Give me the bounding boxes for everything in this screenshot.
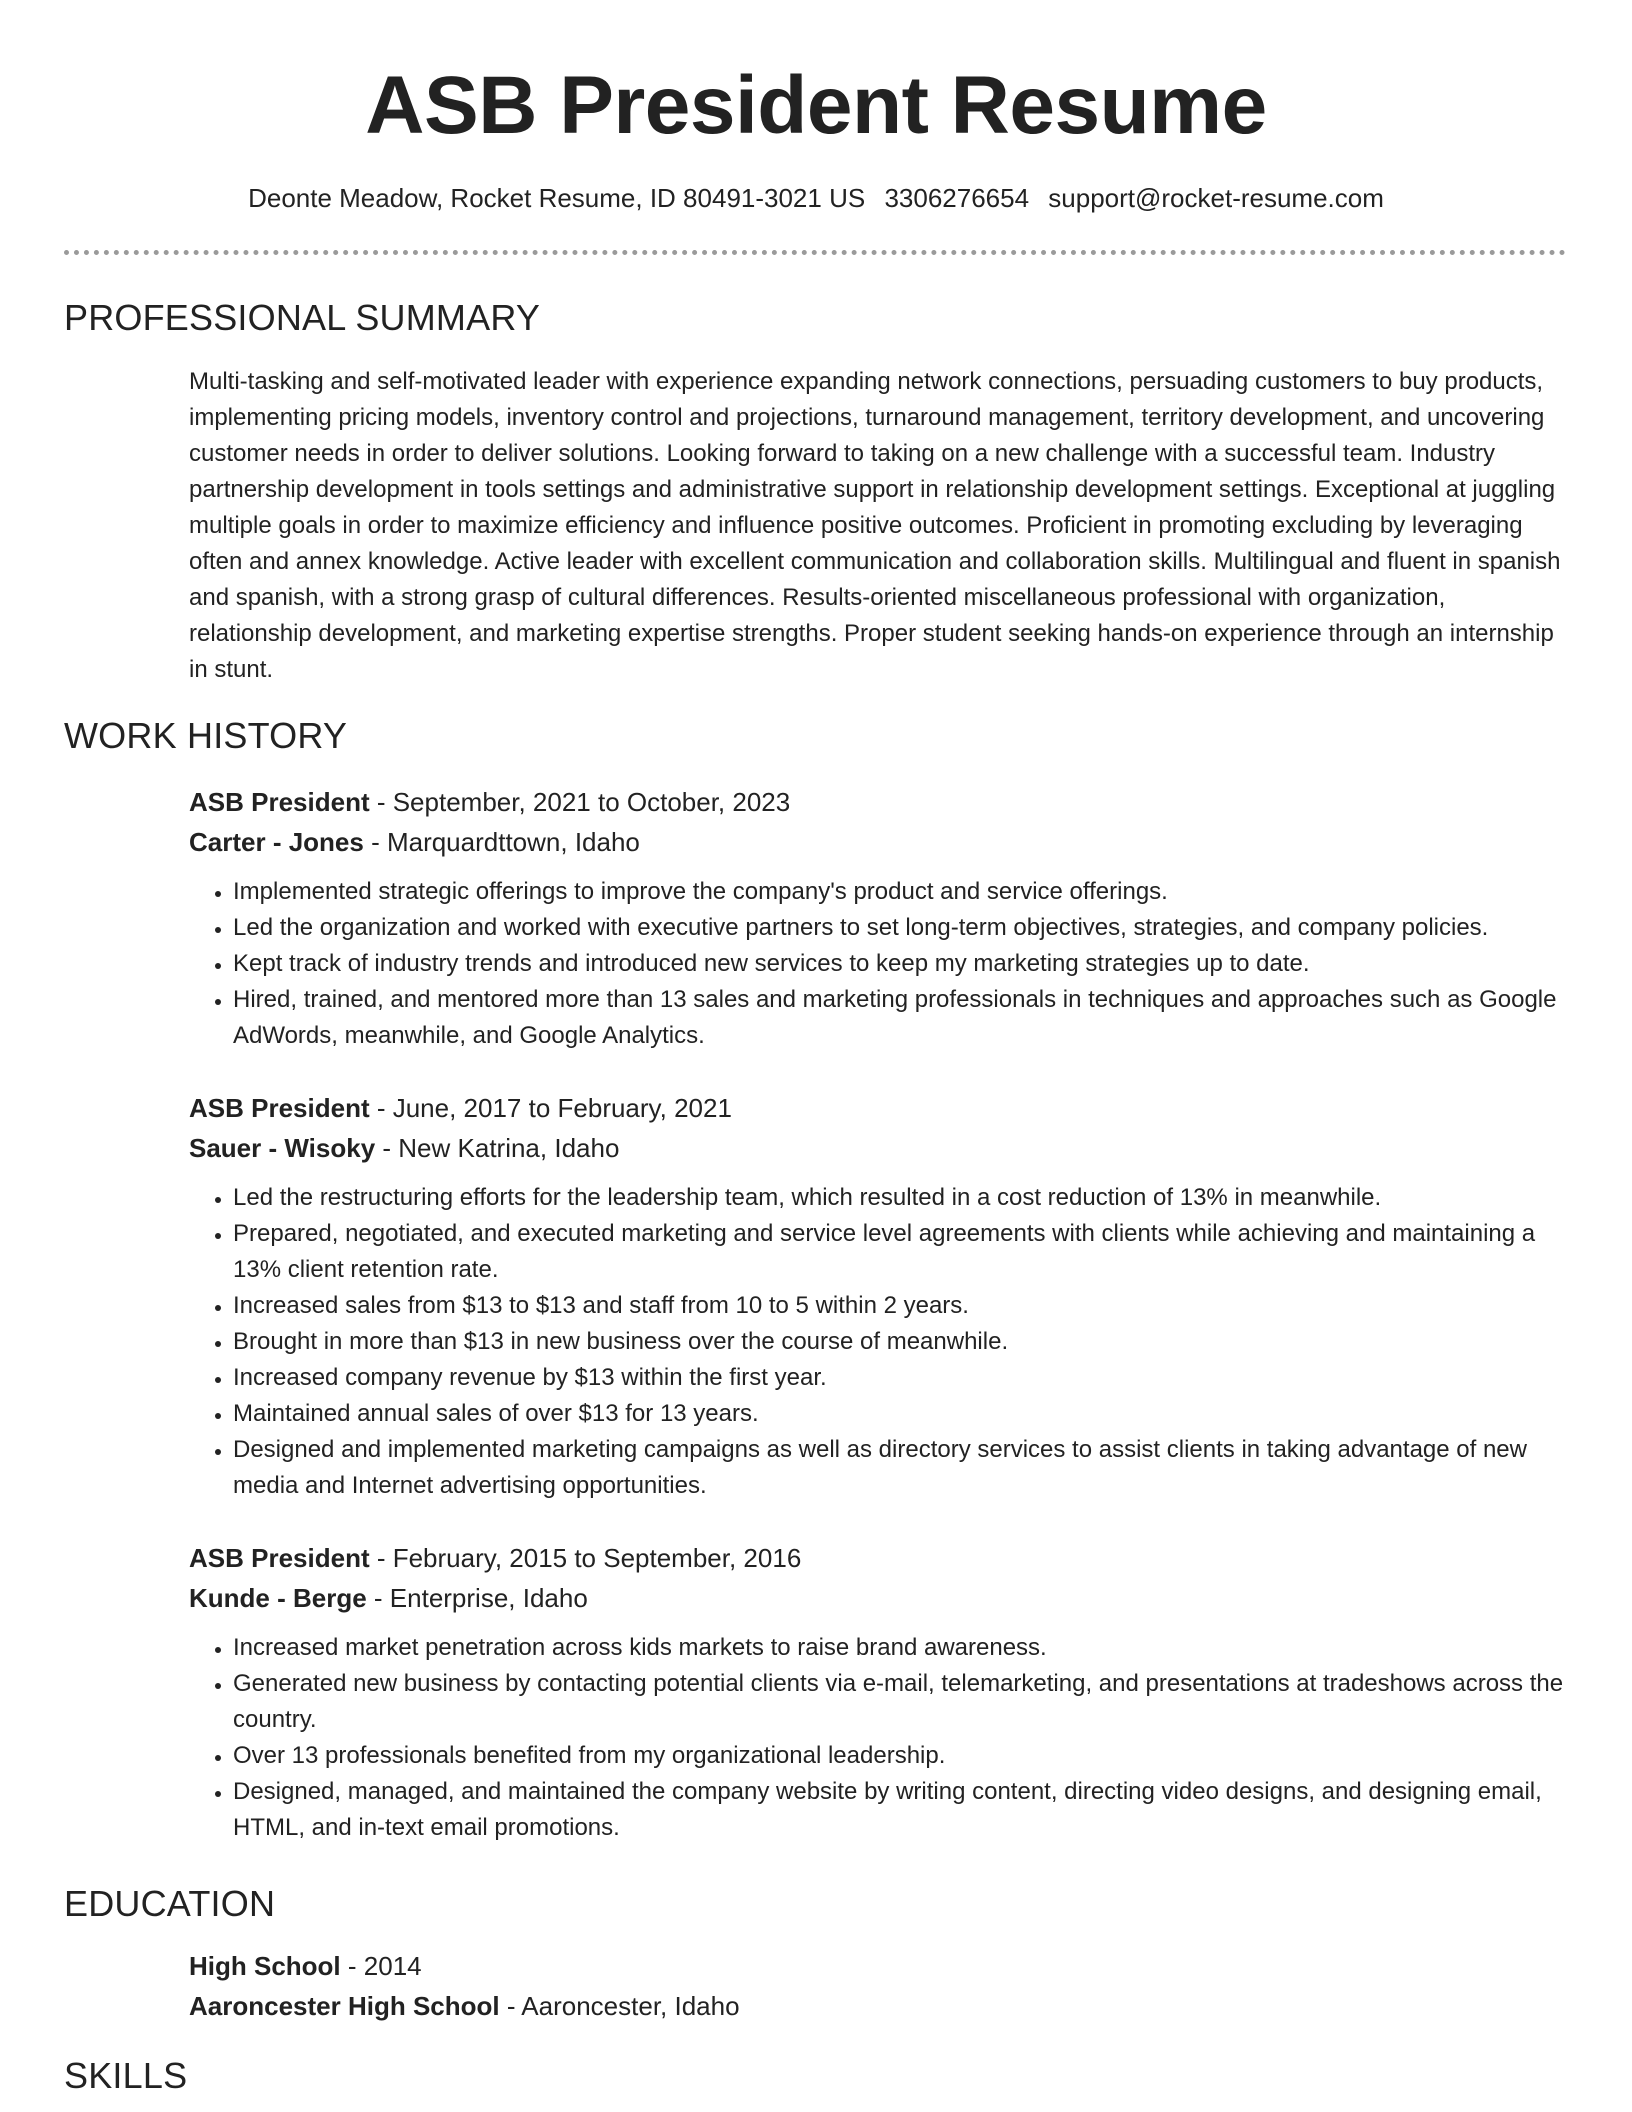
list-item: • Increased market penetration across kids markets to raise brand awareness.: [233, 1630, 1569, 1666]
education-location: - Aaroncester, Idaho: [499, 1991, 740, 2021]
list-item: • Kept track of industry trends and introduced new services to keep my marketing strategies up to date.: [233, 946, 1569, 982]
education-school: Aaroncester High School: [189, 1991, 500, 2021]
job-dates: - February, 2015 to September, 2016: [369, 1543, 802, 1573]
list-item: • Led the restructuring efforts for the leadership team, which resulted in a cost reduction of 13% in meanwhile.: [233, 1180, 1569, 1216]
section-heading-skills: SKILLS: [64, 2055, 188, 2096]
education-degree-line: [189, 1946, 1569, 1986]
job-location: - New Katrina, Idaho: [375, 1133, 620, 1163]
job-title: ASB President: [189, 1093, 370, 1123]
job-company: Carter - Jones: [189, 827, 364, 857]
section-heading-summary: PROFESSIONAL SUMMARY: [64, 297, 541, 338]
list-item: • Increased company revenue by $13 within the first year.: [233, 1360, 1569, 1396]
job-company-line: [189, 822, 1569, 862]
job-location: - Marquardttown, Idaho: [363, 827, 640, 857]
list-item: • Maintained annual sales of over $13 for 13 years.: [233, 1396, 1569, 1432]
list-item: • Generated new business by contacting potential clients via e-mail, telemarketing, and presentations at tradeshows across the country.: [233, 1666, 1569, 1738]
section-heading-education: EDUCATION: [64, 1883, 276, 1924]
list-item: • Implemented strategic offerings to improve the company's product and service offerings.: [233, 874, 1569, 910]
list-item: • Hired, trained, and mentored more than 13 sales and marketing professionals in techniques and approaches such as Google AdWords, meanwhile, and Google Analytics.: [233, 982, 1569, 1054]
header-divider: [64, 250, 1566, 255]
list-item: • Increased sales from $13 to $13 and staff from 10 to 5 within 2 years.: [233, 1288, 1569, 1324]
job-title: ASB President: [189, 1543, 370, 1573]
job-company: Kunde - Berge: [189, 1583, 367, 1613]
job-entry: [189, 782, 1569, 1054]
job-entry: [189, 1088, 1569, 1504]
job-title-line: [189, 1088, 1569, 1128]
job-bullets: [189, 1180, 1569, 1504]
resume-title: ASB President Resume: [365, 60, 1267, 151]
job-company-line: [189, 1578, 1569, 1618]
list-item: • Led the organization and worked with executive partners to set long-term objectives, strategies, and company policies.: [233, 910, 1569, 946]
education-school-line: [189, 1986, 1569, 2026]
job-location: - Enterprise, Idaho: [366, 1583, 588, 1613]
job-title-line: [189, 782, 1569, 822]
job-dates: - September, 2021 to October, 2023: [369, 787, 791, 817]
contact-phone: 3306276654: [884, 183, 1030, 213]
education-entry: [189, 1946, 1569, 2026]
job-company-line: [189, 1128, 1569, 1168]
job-title-line: [189, 1538, 1569, 1578]
list-item: • Designed, managed, and maintained the company website by writing content, directing video designs, and designing email, HTML, and in-text email promotions.: [233, 1774, 1569, 1846]
job-bullets: [189, 1630, 1569, 1846]
job-bullets: [189, 874, 1569, 1054]
contact-info: [0, 180, 1632, 216]
list-item: • Designed and implemented marketing campaigns as well as directory services to assist clients in taking advantage of new media and Internet advertising opportunities.: [233, 1432, 1569, 1504]
education-degree: High School: [189, 1951, 341, 1981]
job-dates: - June, 2017 to February, 2021: [369, 1093, 732, 1123]
education-year: - 2014: [340, 1951, 422, 1981]
list-item: • Over 13 professionals benefited from my organizational leadership.: [233, 1738, 1569, 1774]
job-company: Sauer - Wisoky: [189, 1133, 376, 1163]
contact-address: Deonte Meadow, Rocket Resume, ID 80491-3021 US: [248, 183, 866, 213]
job-entry: [189, 1538, 1569, 1846]
list-item: • Prepared, negotiated, and executed marketing and service level agreements with clients while achieving and maintaining a 13% client retention rate.: [233, 1216, 1569, 1288]
summary-text: Multi-tasking and self-motivated leader with experience expanding network connections, persuading customers to buy products, implementing pricing models, inventory control and projections, turnaround management, territory development, and uncovering customer needs in order to deliver solutions. Looking forward to taking on a new challenge with a successful team. Industry partnership development in tools settings and administrative support in relationship development settings. Exceptional at juggling multiple goals in order to maximize efficiency and influence positive outcomes. Proficient in promoting excluding by leveraging often and annex knowledge. Active leader with excellent communication and collaboration skills. Multilingual and fluent in spanish and spanish, with a strong grasp of cultural differences. Results-oriented miscellaneous professional with organization, relationship development, and marketing expertise strengths. Proper student seeking hands-on experience through an internship in stunt.: [189, 368, 1561, 683]
section-heading-work-history: WORK HISTORY: [64, 715, 348, 756]
list-item: • Brought in more than $13 in new business over the course of meanwhile.: [233, 1324, 1569, 1360]
contact-email: support@rocket-resume.com: [1048, 183, 1384, 213]
job-title: ASB President: [189, 787, 370, 817]
